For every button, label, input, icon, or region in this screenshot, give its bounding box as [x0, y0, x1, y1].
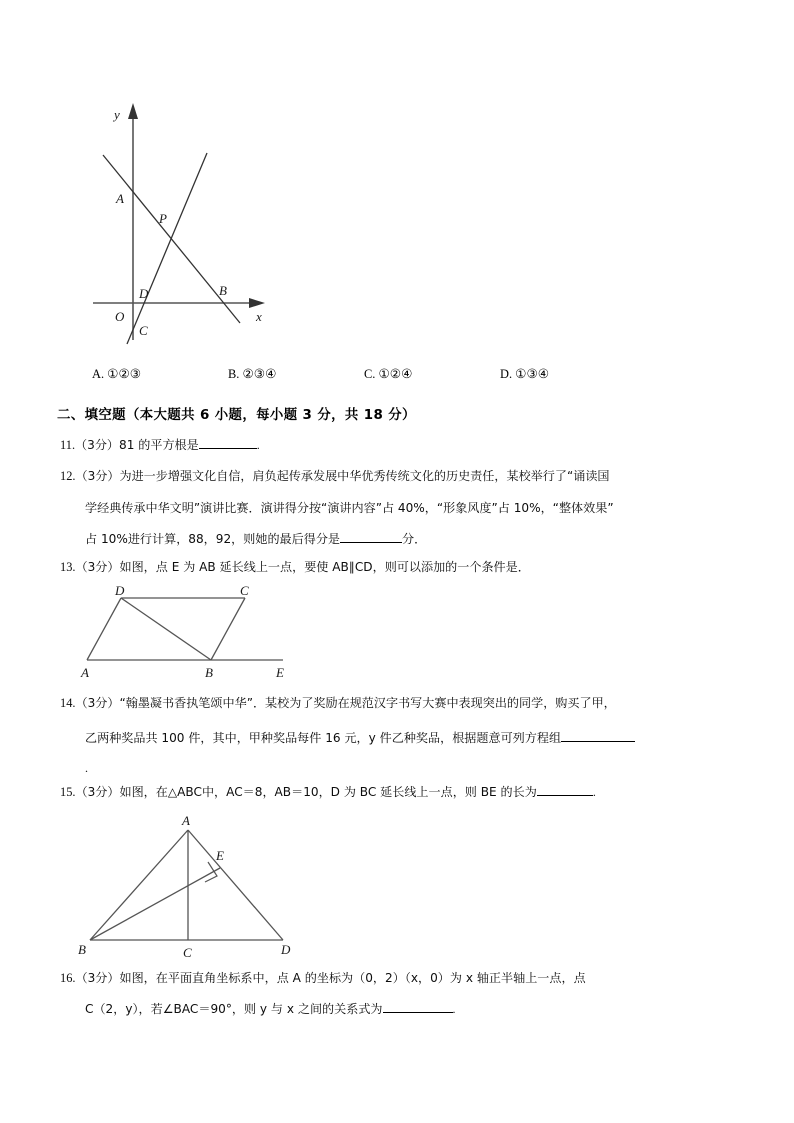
label-B: B	[219, 283, 227, 298]
question-12-line-2-wrap	[85, 500, 614, 516]
label-B: B	[78, 942, 86, 957]
label-C: C	[139, 323, 148, 338]
question-12-line-1: 为进一步增强文化自信，肩负起传承发展中华优秀传统文化的历史责任，某校举行了“诵读国	[119, 469, 610, 483]
segment-DB	[121, 598, 211, 660]
question-12-number: 12	[60, 469, 73, 483]
x-axis-arrow	[249, 298, 265, 308]
question-12-line-2: 学经典传承中华文明”演讲比赛．演讲得分按“演讲内容”占 40%，“形象风度”占 10%，“整体效果”	[85, 501, 614, 515]
question-11-line-1: 81 的平方根是	[119, 438, 199, 452]
option-a-value: ①②③	[107, 366, 142, 381]
question-14-number: 14	[60, 696, 73, 710]
label-y-axis: y	[114, 107, 120, 122]
question-15-line-1: 如图，在△ABC中，AC＝8，AB＝10，D 为 BC 延长线上一点，则 BE 的长为	[119, 785, 537, 799]
option-a[interactable]	[92, 366, 141, 382]
y-axis-arrow	[128, 103, 138, 119]
question-12-line-3: 占 10%进行计算，88，92，则她的最后得分是	[85, 532, 341, 546]
question-14-marks: （3分）	[75, 696, 120, 710]
question-12: 12.（3分）为进一步增强文化自信，肩负起传承发展中华优秀传统文化的历史责任，某校举行了“诵读国	[60, 469, 610, 483]
question-11-marks: （3分）	[75, 438, 120, 452]
option-c-value: ①②④	[378, 366, 413, 381]
answer-blank-14[interactable]	[561, 730, 635, 742]
question-13-number: 13	[60, 560, 73, 574]
label-A: A	[182, 813, 190, 828]
question-11: 11.（3分）81 的平方根是 .	[60, 438, 260, 452]
option-a-label: A.	[92, 367, 105, 381]
figure-parallelogram	[78, 586, 308, 682]
question-15-number: 15	[60, 785, 73, 799]
option-b-label: B.	[228, 367, 240, 381]
label-x-axis: x	[256, 309, 262, 324]
answer-blank-12[interactable]	[340, 531, 402, 543]
segment-AD	[188, 830, 283, 940]
question-13-line-1: 如图，点 E 为 AB 延长线上一点，要使 AB∥CD，则可以添加的一个条件是．	[119, 560, 530, 574]
label-P: P	[159, 211, 167, 226]
label-A: A	[116, 191, 124, 206]
label-C: C	[240, 586, 249, 598]
figure-coordinate-plane	[85, 95, 295, 345]
label-O: O	[115, 309, 125, 324]
line-cp	[127, 153, 207, 344]
question-13-marks: （3分）	[75, 560, 120, 574]
option-d[interactable]	[500, 366, 549, 382]
segment-CB	[211, 598, 245, 660]
question-16: 16.（3分）如图，在平面直角坐标系中，点 A 的坐标为（0，2）（x，0）为 x 轴正半轴上一点，点	[60, 971, 586, 985]
question-14: 14.（3分）“翰墨凝书香执笔颂中华”．某校为了奖励在规范汉字书写大赛中表现突出的同学，购买了甲，	[60, 696, 616, 710]
label-D: D	[139, 286, 149, 301]
question-16-marks: （3分）	[75, 971, 120, 985]
section-heading-fill-in-blank: 二、填空题（本大题共 6 小题，每小题 3 分，共 18 分）	[57, 408, 416, 423]
question-14-tail-wrap	[85, 760, 88, 776]
question-16-line-2-wrap	[85, 1001, 456, 1017]
option-b-value: ②③④	[242, 366, 277, 381]
label-D: D	[115, 586, 125, 598]
question-12-tail: 分．	[402, 532, 427, 546]
option-d-label: D.	[500, 367, 513, 381]
question-13: 13.（3分）如图，点 E 为 AB 延长线上一点，要使 AB∥CD，则可以添加的一个条件是．	[60, 560, 530, 574]
option-d-value: ①③④	[515, 366, 550, 381]
question-14-tail: .	[85, 761, 88, 775]
question-14-line-2-wrap	[85, 730, 635, 746]
right-angle-mark	[205, 862, 217, 882]
question-16-tail: .	[452, 1002, 456, 1016]
option-c[interactable]	[364, 366, 412, 382]
question-16-line-2: C（2，y），若∠BAC＝90°，则 y 与 x 之间的关系式为	[85, 1002, 383, 1016]
answer-blank-16[interactable]	[383, 1001, 453, 1013]
question-16-line-1: 如图，在平面直角坐标系中，点 A 的坐标为（0，2）（x，0）为 x 轴正半轴上一点，点	[119, 971, 586, 985]
question-12-marks: （3分）	[75, 469, 120, 483]
question-14-line-1: “翰墨凝书香执笔颂中华”．某校为了奖励在规范汉字书写大赛中表现突出的同学，购买了甲，	[119, 696, 616, 710]
answer-blank-15[interactable]	[537, 784, 593, 796]
question-15-marks: （3分）	[75, 785, 120, 799]
label-E: E	[216, 848, 224, 863]
question-11-tail: .	[256, 438, 260, 452]
question-14-line-2: 乙两种奖品共 100 件，其中，甲种奖品每件 16 元，y 件乙种奖品，根据题意可列方程组	[85, 731, 562, 745]
answer-blank-11[interactable]	[199, 437, 257, 449]
option-b[interactable]	[228, 366, 276, 382]
label-D: D	[281, 942, 291, 957]
label-B: B	[205, 665, 213, 680]
label-E: E	[276, 665, 284, 680]
segment-BE	[90, 868, 220, 940]
question-12-line-3-wrap	[85, 531, 426, 547]
option-c-label: C.	[364, 367, 376, 381]
question-15-tail: .	[592, 785, 596, 799]
figure-triangle	[78, 810, 313, 960]
segment-AB	[90, 830, 188, 940]
segment-DA	[87, 598, 121, 660]
question-16-number: 16	[60, 971, 73, 985]
label-A: A	[81, 665, 89, 680]
label-C: C	[183, 945, 192, 960]
question-11-number: 11	[60, 438, 72, 452]
question-15: 15.（3分）如图，在△ABC中，AC＝8，AB＝10，D 为 BC 延长线上一点，则 BE 的长为 .	[60, 785, 596, 799]
